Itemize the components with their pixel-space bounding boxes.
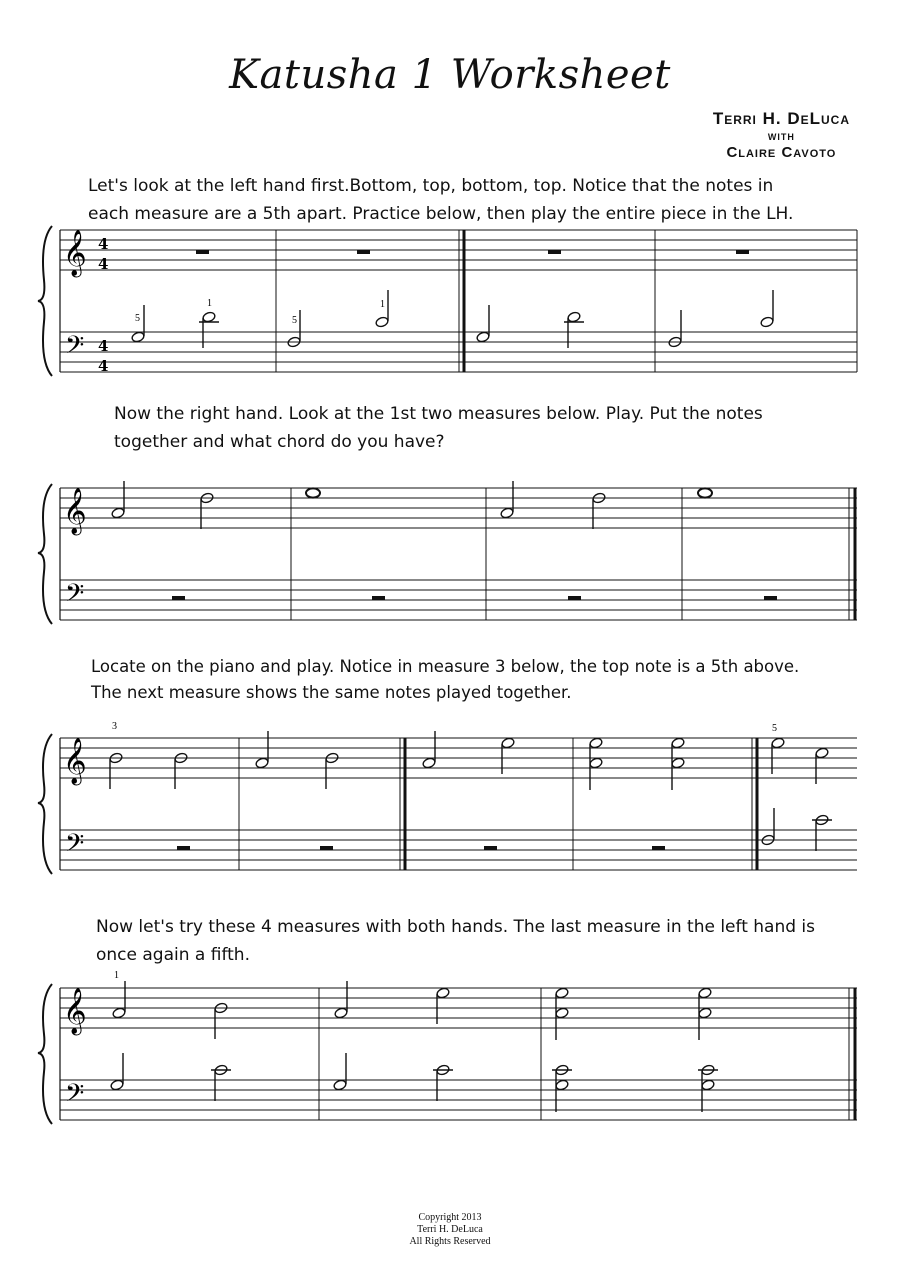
collaborator-name: Claire Cavoto: [726, 144, 837, 161]
fingering-label: 5: [292, 315, 297, 326]
music-system-2: [0, 470, 900, 640]
brace: [38, 984, 52, 1124]
instruction-1-line-2: each measure are a 5th apart. Practice below, then play the entire piece in the LH.: [88, 204, 794, 224]
brace: [38, 226, 52, 376]
time-signature-bottom: 4: [98, 255, 109, 273]
copyright-line-3: All Rights Reserved: [409, 1236, 491, 1247]
treble-clef: 𝄞: [63, 488, 87, 534]
instruction-3-line-2: The next measure shows the same notes played together.: [91, 683, 572, 702]
instruction-2: [114, 400, 763, 456]
rests: [196, 250, 749, 254]
brace: [38, 734, 52, 874]
worksheet-title: Katusha 1 Worksheet: [229, 52, 671, 98]
instruction-4: [96, 913, 815, 969]
bass-clef: 𝄢: [65, 829, 85, 864]
instruction-3: [91, 654, 799, 706]
time-signature-top: 4: [98, 235, 109, 253]
fingering-label: 1: [207, 298, 212, 309]
copyright-footer: [0, 1212, 900, 1248]
author-name: Terri H. DeLuca: [712, 109, 850, 128]
music-system-1: [0, 210, 900, 390]
fingering-label: 3: [112, 721, 117, 732]
copyright-line-1: Copyright 2013: [418, 1212, 482, 1223]
treble-clef: 𝄞: [63, 230, 87, 276]
instruction-4-line-1: Now let's try these 4 measures with both hands. The last measure in the left hand is: [96, 917, 816, 937]
notes: [110, 981, 718, 1112]
music-system-3: [0, 712, 900, 882]
bass-clef: 𝄢: [65, 1079, 85, 1114]
fingering-label: 5: [772, 723, 777, 734]
instruction-4-line-2: once again a fifth.: [96, 945, 250, 965]
treble-clef: 𝄞: [63, 738, 87, 784]
bass-clef: 𝄢: [65, 331, 85, 366]
treble-staff-4: [60, 988, 857, 1028]
copyright-line-2: Terri H. DeLuca: [417, 1224, 483, 1235]
fingering-label: 1: [380, 299, 385, 310]
brace: [38, 484, 52, 624]
instruction-2-line-2: together and what chord do you have?: [114, 432, 445, 452]
notes: [109, 731, 832, 851]
rests: [177, 846, 665, 850]
music-system-4: [0, 966, 900, 1126]
author-with: with: [767, 128, 795, 143]
fingering-label: 1: [114, 970, 119, 981]
instruction-3-line-1: Locate on the piano and play. Notice in measure 3 below, the top note is a 5th above.: [91, 657, 800, 676]
treble-clef: 𝄞: [63, 988, 87, 1034]
time-signature-bottom: 4: [98, 357, 109, 375]
time-signature-top: 4: [98, 337, 109, 355]
bass-staff-4: [60, 1080, 857, 1120]
author-block: [713, 110, 850, 161]
half-notes: [131, 290, 774, 348]
instruction-2-line-1: Now the right hand. Look at the 1st two measures below. Play. Put the notes: [114, 404, 763, 424]
rests: [172, 596, 777, 600]
fingering-label: 5: [135, 313, 140, 324]
treble-staff-3: [60, 738, 857, 778]
instruction-1-line-1: Let's look at the left hand first.Bottom, top, bottom, top. Notice that the notes in: [88, 176, 774, 196]
bass-clef: 𝄢: [65, 579, 85, 614]
treble-staff-2: [60, 488, 857, 528]
